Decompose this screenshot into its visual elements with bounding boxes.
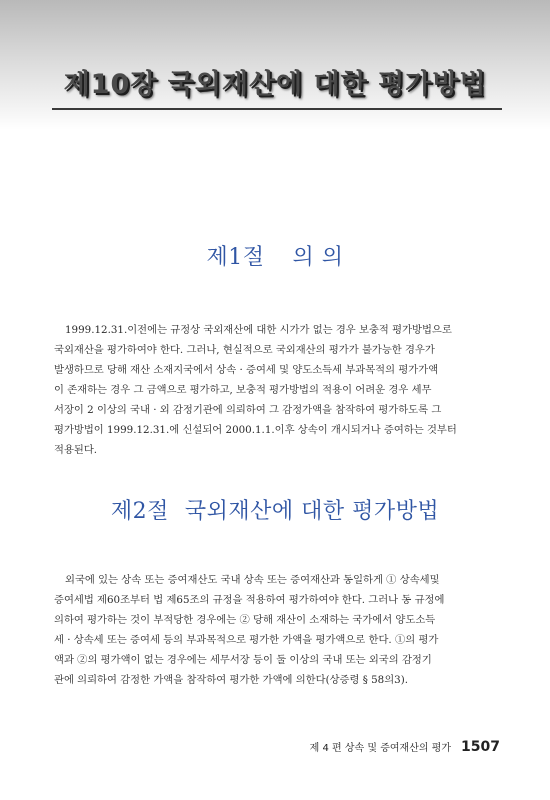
chapter-divider [52,108,502,110]
paragraph-line: 증여세법 제60조부터 법 제65조의 규정을 적용하여 평가하여야 한다. 그러나 동 규정에 [54,594,445,606]
paragraph-line: 세 · 상속세 또는 증여세 등의 부과목적으로 평가한 가액을 평가액으로 한다. ①의 평가 [54,634,439,646]
paragraph-line: 서장이 2 이상의 국내 · 외 감정기관에 의뢰하여 그 감정가액을 참작하여 평가하도록 그 [54,404,442,416]
paragraph-line: 이 존재하는 경우 그 금액으로 평가하고, 보충적 평가방법의 적용이 어려운 경우 세무 [54,384,432,396]
page-number: 1507 [461,739,500,755]
paragraph-line: 외국에 있는 상속 또는 증여재산도 국내 상속 또는 증여재산과 동일하게 ① 상속세및 [65,574,440,586]
paragraph-line: 의하여 평가하는 것이 부적당한 경우에는 ② 당해 재산이 소재하는 국가에서 양도소득 [54,614,436,626]
paragraph-line: 국외재산을 평가하여야 한다. 그러나, 현실적으로 국외재산의 평가가 불가능한 경우가 [54,344,435,356]
paragraph-line: 1999.12.31.이전에는 규정상 국외재산에 대한 시가가 없는 경우 보충적 평가방법으로 [65,324,452,336]
page-footer [310,736,500,755]
section-2-number: 제2절 [110,499,169,524]
section-1-paragraph [54,320,495,460]
chapter-title: 제10장 국외재산에 대한 평가방법 [63,69,487,100]
footer-part-label: 제 4 편 상속 및 증여재산의 평가 [309,743,452,754]
section-1-title: 의 의 [292,245,344,270]
paragraph-line: 관에 의뢰하여 감정한 가액을 참작하여 평가한 가액에 의한다(상증령 § 58의3). [54,674,409,686]
section-1-number: 제1절 [206,245,265,270]
paragraph-line: 액과 ②의 평가액이 없는 경우에는 세무서장 등이 둘 이상의 국내 또는 외국의 감정기 [54,654,432,666]
paragraph-line: 발생하므로 당해 재산 소재지국에서 상속 · 증여세 및 양도소득세 부과목적의 평가가액 [54,364,439,376]
section-2-heading [0,494,550,525]
paragraph-line: 적용된다. [54,444,98,456]
section-2-title: 국외재산에 대한 평가방법 [184,499,440,524]
section-1-heading [0,240,550,271]
paragraph-line: 평가방법이 1999.12.31.에 신설되어 2000.1.1.이후 상속이 개시되거나 증여하는 것부터 [54,424,457,436]
section-2-paragraph [54,570,495,690]
